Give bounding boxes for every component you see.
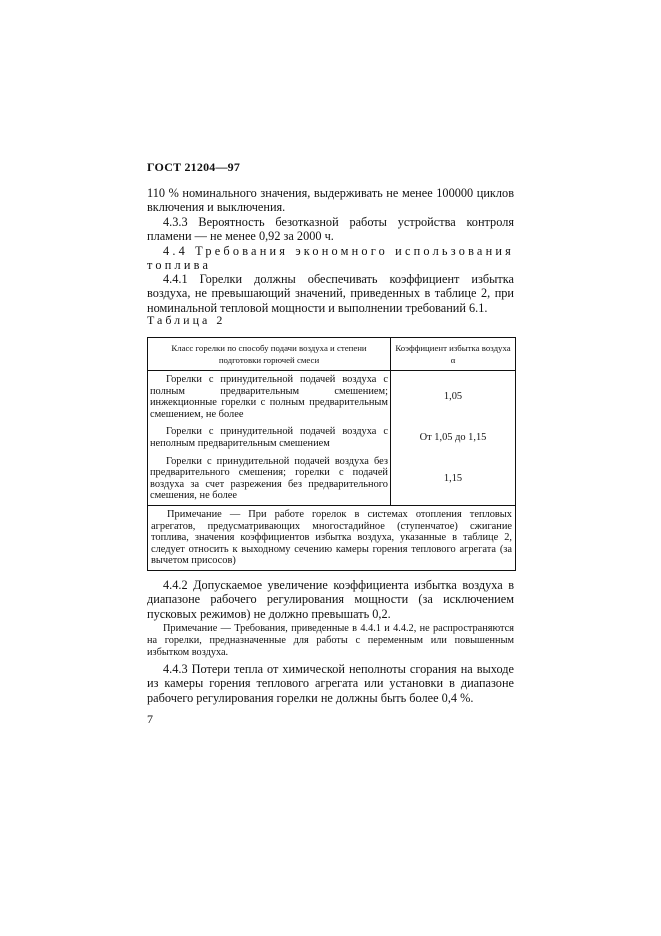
table-header-row [148,338,516,371]
table-cell-value: От 1,05 до 1,15 [391,423,516,452]
table-note: Примечание — При работе горелок в системах отопления тепловых агрегатов, предусматривающих многостадийное (ступенчатое) сжигание топлива, значения коэффициентов избытка воздуха, указанные в таблице 2, следует относить к выходному сечению камеры горения теплового агрегата (за вычетом присосов) [148,505,516,570]
column-header-class: Класс горелки по способу подачи воздуха и степени подготовки горючей смеси [148,338,391,371]
table-cell-class: Горелки с принудительной подачей воздуха с неполным предварительным смешением [148,423,391,452]
table-cell-value: 1,15 [391,453,516,506]
table-row [148,371,516,424]
document-header: ГОСТ 21204—97 [147,160,241,174]
section-heading-4-4: 4.4 Требования экономного использования топлива [147,244,514,273]
table-note-row [148,505,516,570]
note-4-4-2: Примечание — Требования, приведенные в 4.4.1 и 4.4.2, не распространяются на горелки, предназначенные для работы с переменным или повышенным избытком воздуха. [147,623,514,659]
table-cell-class: Горелки с принудительной подачей воздуха без предварительного смешения; горелки с подачей воздуха за счет разрежения без предварительного смешения, не более [148,453,391,506]
page-number: 7 [147,712,153,726]
paragraph-4-3-3: 4.3.3 Вероятность безотказной работы устройства контроля пламени — не менее 0,92 за 2000 ч. [147,215,514,244]
paragraph-4-4-2: 4.4.2 Допускаемое увеличение коэффициента избытка воздуха в диапазоне рабочего регулирования мощности (за исключением пусковых режимов) не должно превышать 0,2. [147,578,514,621]
column-header-coefficient: Коэффициент избытка воздуха α [391,338,516,371]
table-caption: Таблица 2 [147,313,226,327]
table-cell-value: 1,05 [391,371,516,424]
table-cell-class: Горелки с принудительной подачей воздуха с полным предварительным смешением; инжекционные горелки с полным предварительным смешением, не более [148,371,391,424]
paragraph-4-4-1: 4.4.1 Горелки должны обеспечивать коэффициент избытка воздуха, не превышающий значений, приведенных в таблице 2, при номинальной тепловой мощности и выполнении требований 6.1. [147,272,514,315]
table-row [148,423,516,452]
table-2 [147,337,516,571]
paragraph-4-4-3: 4.4.3 Потери тепла от химической неполноты сгорания на выходе из камеры горения теплового агрегата или установки в диапазоне рабочего регулирования горелки не должны быть более 0,4 %. [147,662,514,705]
table-row [148,453,516,506]
paragraph-continued: 110 % номинального значения, выдерживать не менее 100000 циклов включения и выключения. [147,186,514,215]
